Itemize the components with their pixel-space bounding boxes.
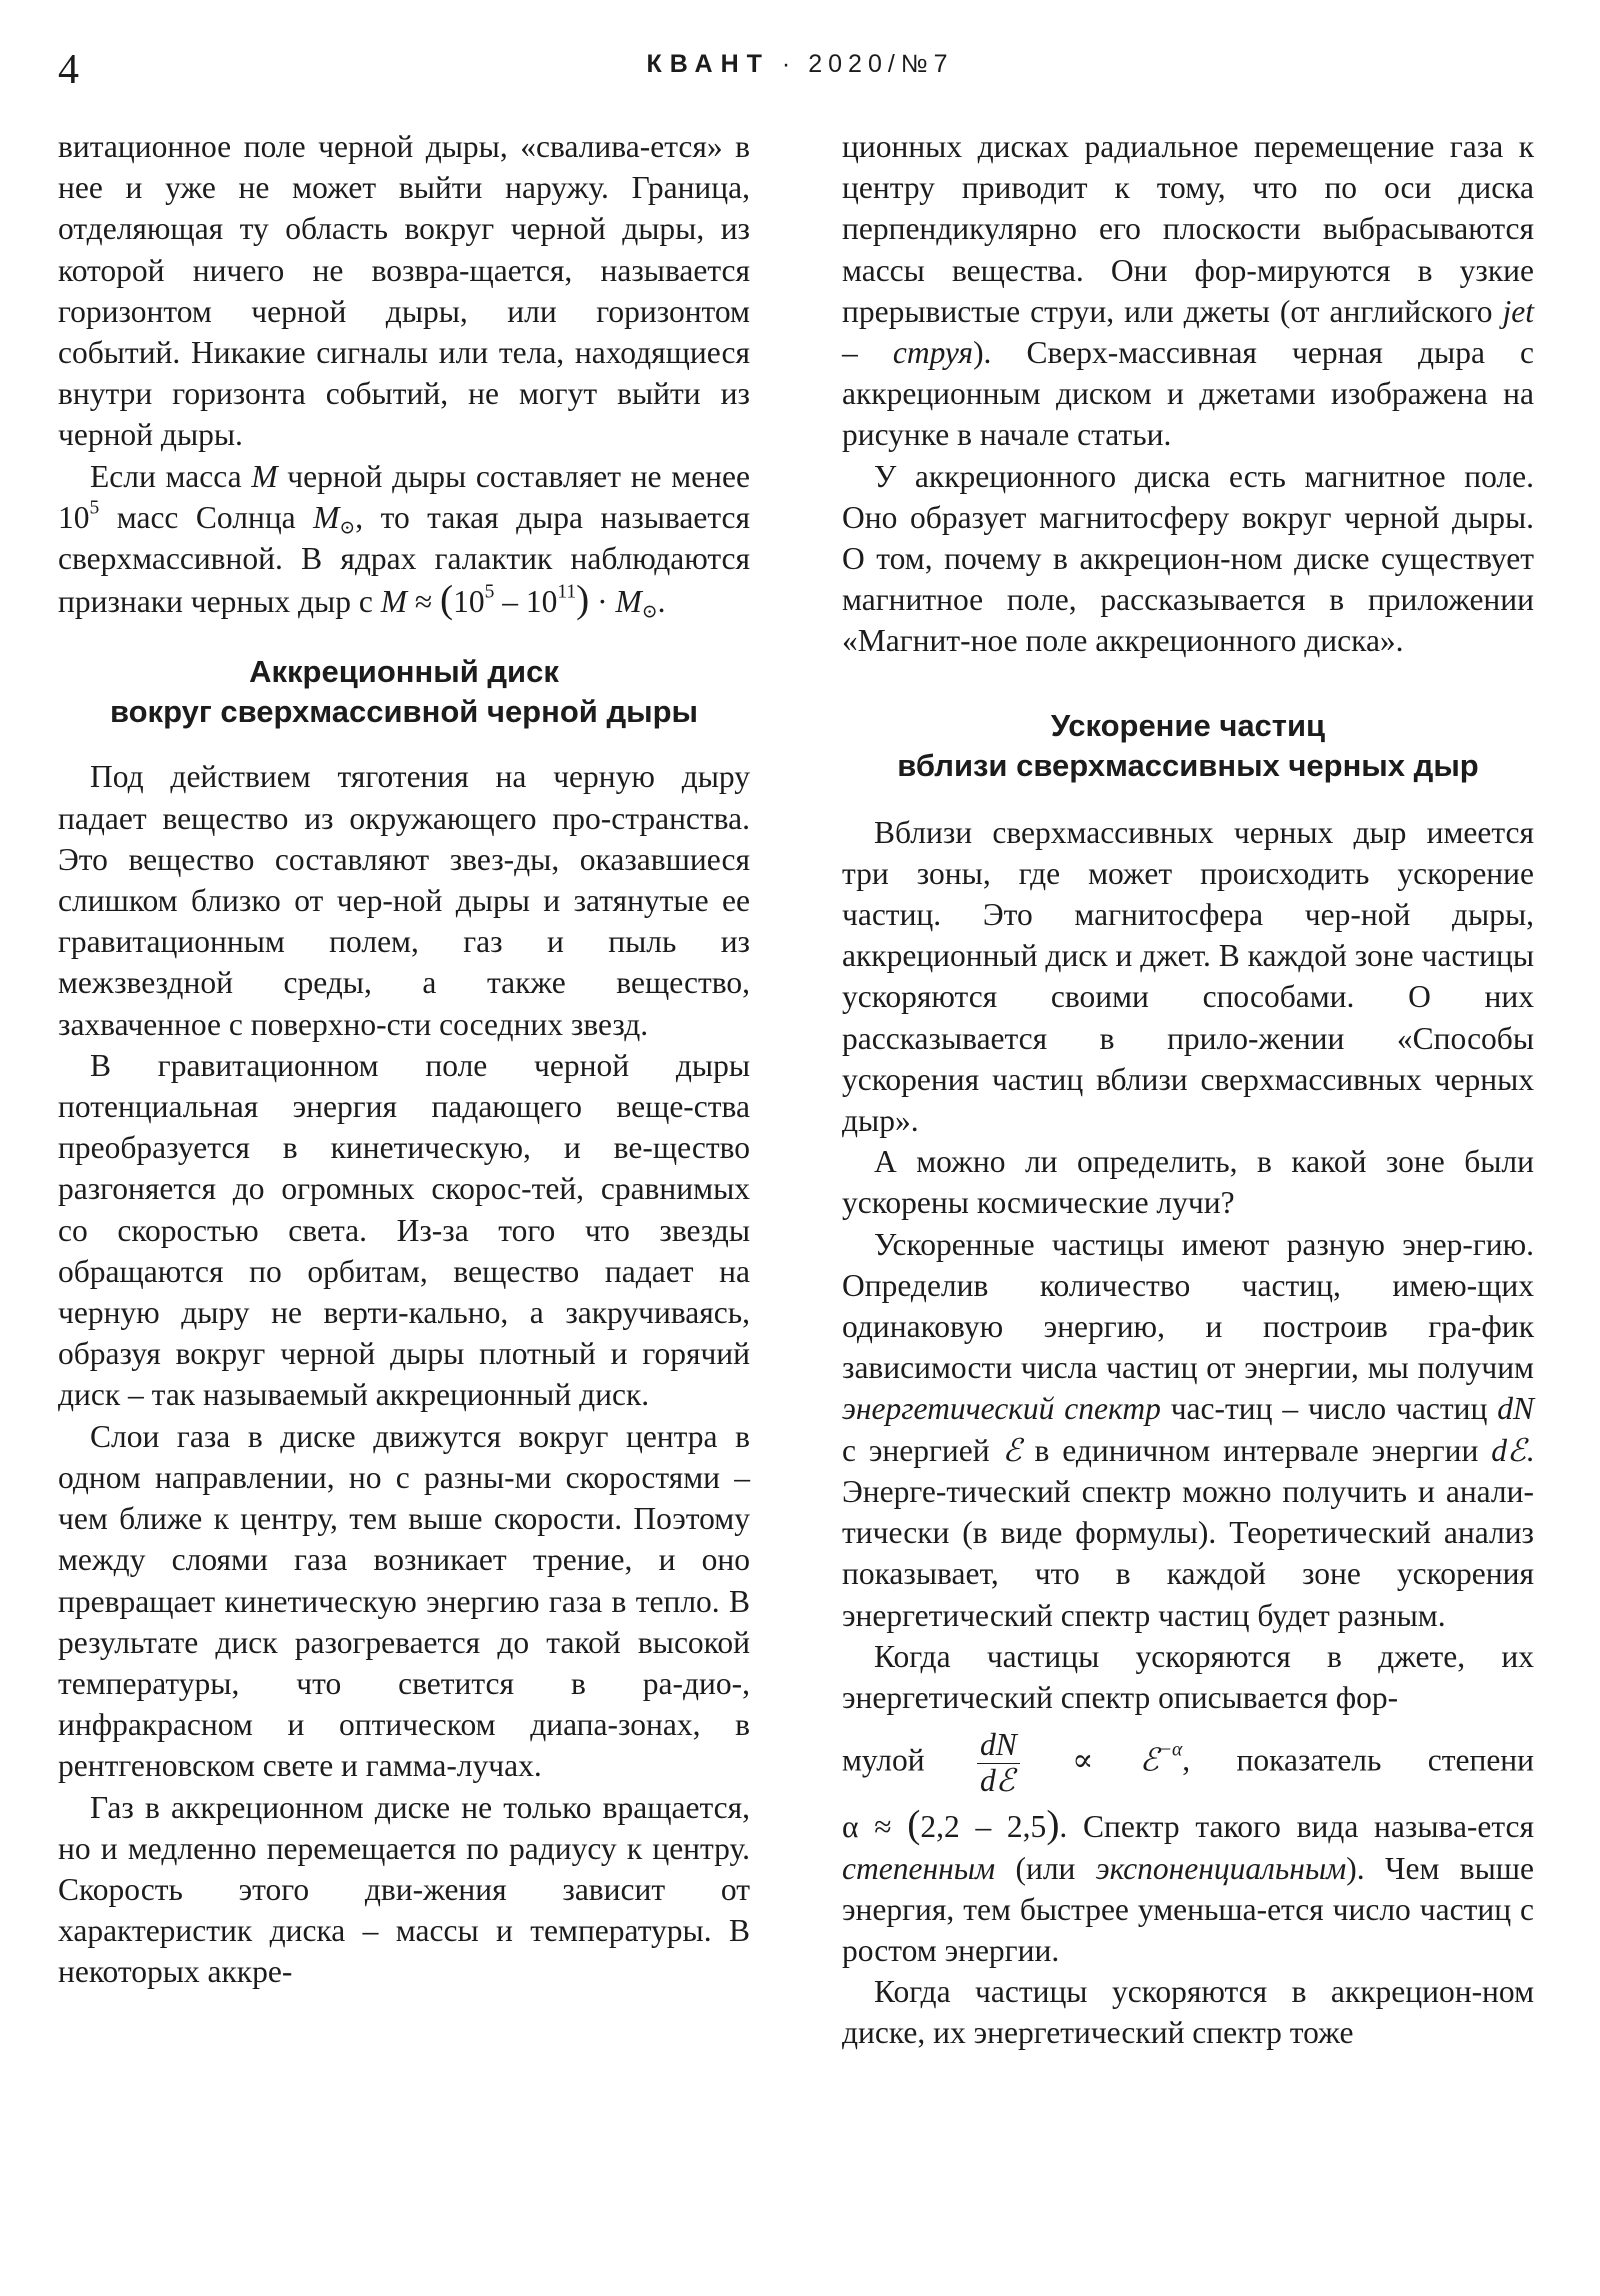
formula-power-law: мулой $\frac{dN}{\text{dℰ}}$ ∝ ℰ$^{-\alpha}$, показатель степени: [842, 1727, 1535, 1798]
left-column: [58, 126, 750, 1993]
paragraph: А можно ли определить, в какой зоне были ускорены космические лучи?: [842, 1144, 1534, 1221]
issue-number: 2020/№7: [808, 50, 954, 78]
paragraph-jets: ционных дисках радиальное перемещение газа к центру приводит к тому, что по оси диска перпендикулярно его плоскости выбрасываются массы вещества. Они фор-мируются в узкие прерывистые струи, или джеты (от английского jet – струя). Сверх-массивная черная дыра с аккреционным диском и джетами изображена на рисунке в начале статьи.: [842, 129, 1534, 453]
paragraph-energy-spectrum: Ускоренные частицы имеют разную энер-гию. Определив количество частиц, имею-щих одинаковую энергию, и построив гра-фик зависимости числа частиц от энергии, мы получим энергетический спектр час-тиц – число частиц dN с энергией ℰ в единичном интервале энергии dℰ. Энерге-тический спектр можно получить и анали-тически (в виде формулы). Теоретический анализ показывает, что в каждой зоне ускорения энергетический спектр частиц будет разным.: [842, 1226, 1534, 1633]
paragraph: В гравитационном поле черной дыры потенциальная энергия падающего веще-ства преобразуется в кинетическую, и ве-щество разгоняется до огромных скорос-тей, сравнимых со скоростью света. Из-за того что звезды обращаются по орбитам, вещество падает на черную дыру не верти-кально, а закручиваясь, образуя вокруг черной дыры плотный и горячий диск – так называемый аккреционный диск.: [58, 1047, 750, 1413]
page-number: 4: [58, 47, 79, 93]
header-separator: ·: [781, 50, 797, 78]
right-column: [842, 126, 1534, 2054]
paragraph-supermassive-definition: Если масса M черной дыры составляет не менее $10^5$ масс Солнца $M_⊙$, то такая дыра называется сверхмассивной. В ядрах галактик наблюдаются признаки черных дыр с $M \approx (10^5 - 10^{11}) \cdot M_⊙$.: [58, 458, 751, 623]
jet-term: jet – струя: [842, 293, 1534, 371]
running-head: [58, 50, 1542, 79]
paragraph: У аккреционного диска есть магнитное поле. Оно образует магнитосферу вокруг черной дыры. О том, почему в аккрецион-ном диске существует магнитное поле, рассказывается в приложении «Магнит-ное поле аккреционного диска».: [842, 458, 1534, 659]
formula-fraction: $\frac{dN}{\text{dℰ}}$: [977, 1728, 1020, 1798]
paragraph: Газ в аккреционном диске не только вращается, но и медленно перемещается по радиусу к центру. Скорость этого дви-жения зависит от характеристик диска – массы и температуры. В некоторых аккре-: [58, 1789, 750, 1990]
mass-symbol: M: [251, 458, 278, 494]
paragraph: Под действием тяготения на черную дыру падает вещество из окружающего про-странства. Это вещество составляют звез-ды, оказавшиеся слишком близко от чер-ной дыры и затянутые ее гравитационным полем, газ и пыль из межзвездной среды, а также вещество, захваченное с поверхно-сти соседних звезд.: [58, 759, 750, 1042]
paragraph-power-law: Когда частицы ускоряются в джете, их энергетический спектр описывается фор-: [842, 1638, 1534, 1715]
solar-mass-symbol: $M_⊙$: [313, 499, 356, 539]
section-heading-accretion-disk: Аккреционный диск вокруг сверхмассивной черной дыры: [109, 654, 699, 730]
paragraph-power-law-continued: α ≈ (2,2 – 2,5). Спектр такого вида называ-ется степенным (или экспоненциальным). Чем выше энергия, тем быстрее уменьша-ется число частиц с ростом энергии.: [842, 1802, 1535, 1968]
paragraph: Вблизи сверхмассивных черных дыр имеется три зоны, где может происходить ускорение частиц. Это магнитосфера чер-ной дыры, аккреционный диск и джет. В каждой зоне частицы ускоряются своими способами. О них рассказывается в прило-жении «Способы ускорения частиц вблизи сверхмассивных черных дыр».: [842, 814, 1534, 1139]
paragraph: Когда частицы ускоряются в аккрецион-ном диске, их энергетический спектр тоже: [842, 1974, 1534, 2051]
page-header: [58, 40, 1542, 100]
paragraph: Слои газа в диске движутся вокруг центра в одном направлении, но с разны-ми скоростями – чем ближе к центру, тем выше скорости. Поэтому между слоями газа возникает трение, и оно превращает кинетическую энергию газа в тепло. В результате диск разогревается до такой высокой температуры, что светится в ра-дио-, инфракрасном и оптическом диапа-зонах, в рентгеновском свете и гамма-лучах.: [58, 1418, 750, 1784]
journal-title: КВАНТ: [646, 50, 770, 78]
paragraph: витационное поле черной дыры, «свалива-ется» в нее и уже не может выйти наружу. Граница, отделяющая ту область вокруг черной дыры, из которой ничего не возвра-щается, называется горизонтом черной дыры, или горизонтом событий. Никакие сигналы или тела, находящиеся внутри горизонта событий, не могут выйти из черной дыры.: [58, 129, 750, 453]
section-heading-particle-acceleration: Ускорение частиц вблизи сверхмассивных черных дыр: [897, 707, 1479, 783]
power-of-ten: $10^5$: [58, 497, 100, 535]
energy-spectrum-term: энергетический спектр: [842, 1391, 1161, 1427]
